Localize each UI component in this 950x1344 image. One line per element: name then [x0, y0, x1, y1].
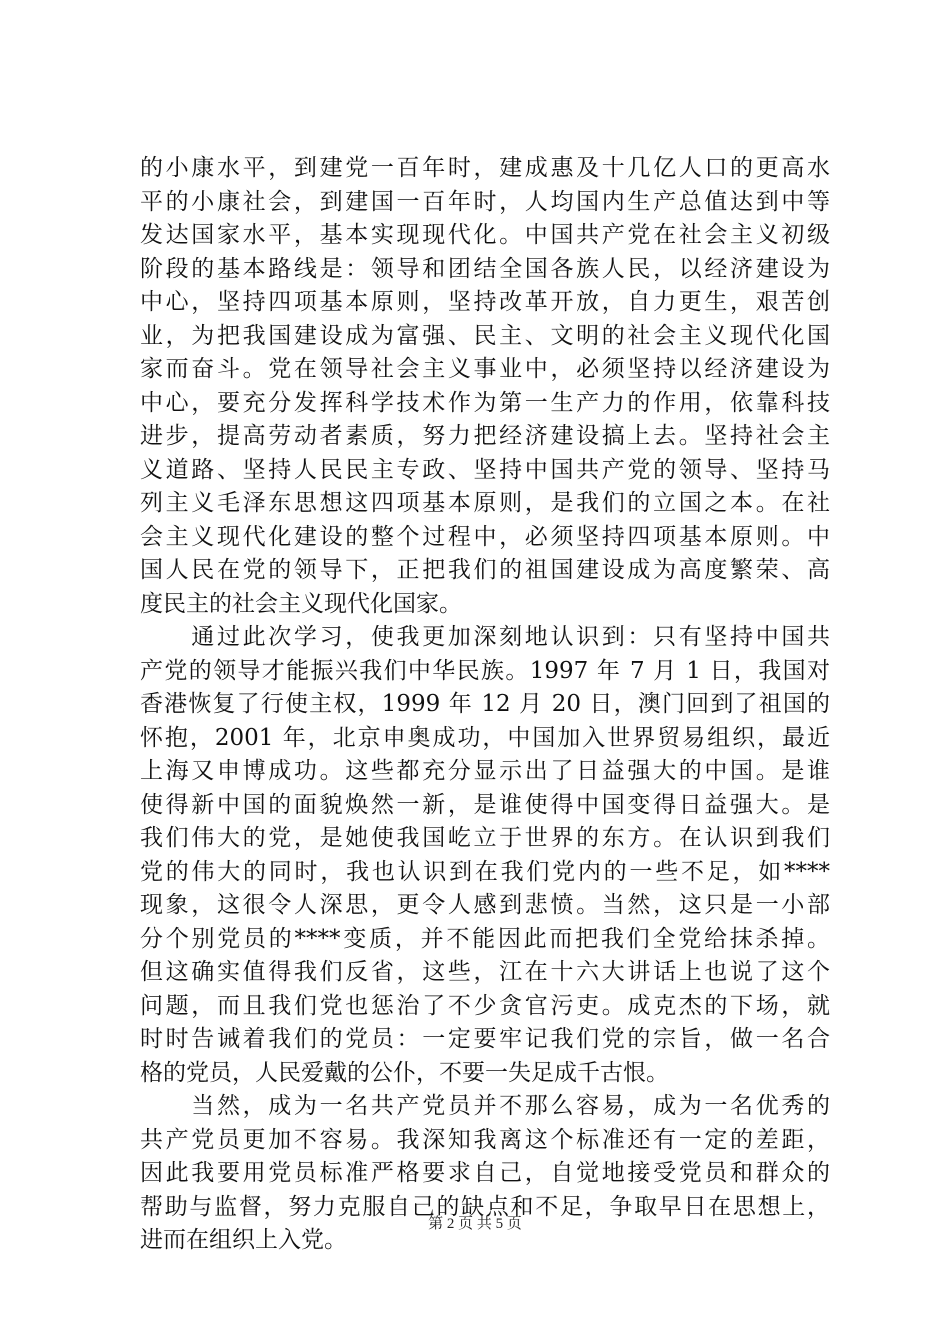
text-line: 中心，坚持四项基本原则，坚持改革开放，自力更生，艰苦创	[140, 289, 830, 315]
text-line: 当然，成为一名共产党员并不那么容易，成为一名优秀的	[140, 1093, 830, 1119]
text-line: 香港恢复了行使主权，1999 年 12 月 20 日，澳门回到了祖国的	[140, 691, 830, 717]
text-line: 的小康水平，到建党一百年时，建成惠及十几亿人口的更高水	[140, 155, 830, 181]
text-line: 格的党员，人民爱戴的公仆，不要一失足成千古恨。	[140, 1059, 669, 1086]
text-line: 因此我要用党员标准严格要求自己，自觉地接受党员和群众的	[140, 1160, 830, 1186]
text-line: 时时告诫着我们的党员：一定要牢记我们党的宗旨，做一名合	[140, 1026, 830, 1052]
text-line: 共产党员更加不容易。我深知我离这个标准还有一定的差距，	[140, 1126, 830, 1153]
text-line: 家而奋斗。党在领导社会主义事业中，必须坚持以经济建设为	[140, 356, 830, 382]
text-line: 怀抱，2001 年，北京申奥成功，中国加入世界贸易组织，最近	[140, 724, 830, 751]
text-line: 但这确实值得我们反省，这些，江在十六大讲话上也说了这个	[140, 959, 830, 985]
text-line: 进步，提高劳动者素质，努力把经济建设搞上去。坚持社会主	[140, 423, 830, 449]
text-line: 分个别党员的****变质，并不能因此而把我们全党给抹杀掉。	[140, 925, 830, 952]
text-line: 现象，这很令人深思，更令人感到悲愤。当然，这只是一小部	[140, 892, 830, 918]
text-line: 度民主的社会主义现代化国家。	[140, 590, 462, 617]
text-line: 进而在组织上入党。	[140, 1227, 347, 1253]
page-number-footer: 第 2 页 共 5 页	[428, 1216, 522, 1232]
text-line: 平的小康社会，到建国一百年时，人均国内生产总值达到中等	[140, 188, 830, 215]
text-line: 列主义毛泽东思想这四项基本原则，是我们的立国之本。在社	[140, 490, 830, 516]
text-line: 党的伟大的同时，我也认识到在我们党内的一些不足，如****	[140, 858, 830, 885]
text-line: 阶段的基本路线是：领导和团结全国各族人民，以经济建设为	[140, 255, 830, 282]
text-line: 发达国家水平，基本实现现代化。中国共产党在社会主义初级	[140, 222, 830, 248]
text-line: 义道路、坚持人民民主专政、坚持中国共产党的领导、坚持马	[140, 456, 830, 483]
text-line: 会主义现代化建设的整个过程中，必须坚持四项基本原则。中	[140, 523, 830, 550]
text-line: 中心，要充分发挥科学技术作为第一生产力的作用，依靠科技	[140, 389, 830, 416]
text-line: 通过此次学习，使我更加深刻地认识到：只有坚持中国共	[140, 624, 830, 650]
document-body	[140, 152, 830, 1258]
text-line: 使得新中国的面貌焕然一新，是谁使得中国变得日益强大。是	[140, 791, 830, 818]
text-line: 上海又申博成功。这些都充分显示出了日益强大的中国。是谁	[140, 758, 830, 784]
text-line: 帮助与监督，努力克服自己的缺点和不足，争取早日在思想上，	[140, 1193, 830, 1220]
text-line: 产党的领导才能振兴我们中华民族。1997 年 7 月 1 日，我国对	[140, 657, 830, 684]
text-line: 国人民在党的领导下，正把我们的祖国建设成为高度繁荣、高	[140, 557, 830, 583]
text-line: 我们伟大的党，是她使我国屹立于世界的东方。在认识到我们	[140, 825, 830, 851]
text-line: 业，为把我国建设成为富强、民主、文明的社会主义现代化国	[140, 322, 830, 349]
text-line: 问题，而且我们党也惩治了不少贪官污吏。成克杰的下场，就	[140, 992, 830, 1019]
